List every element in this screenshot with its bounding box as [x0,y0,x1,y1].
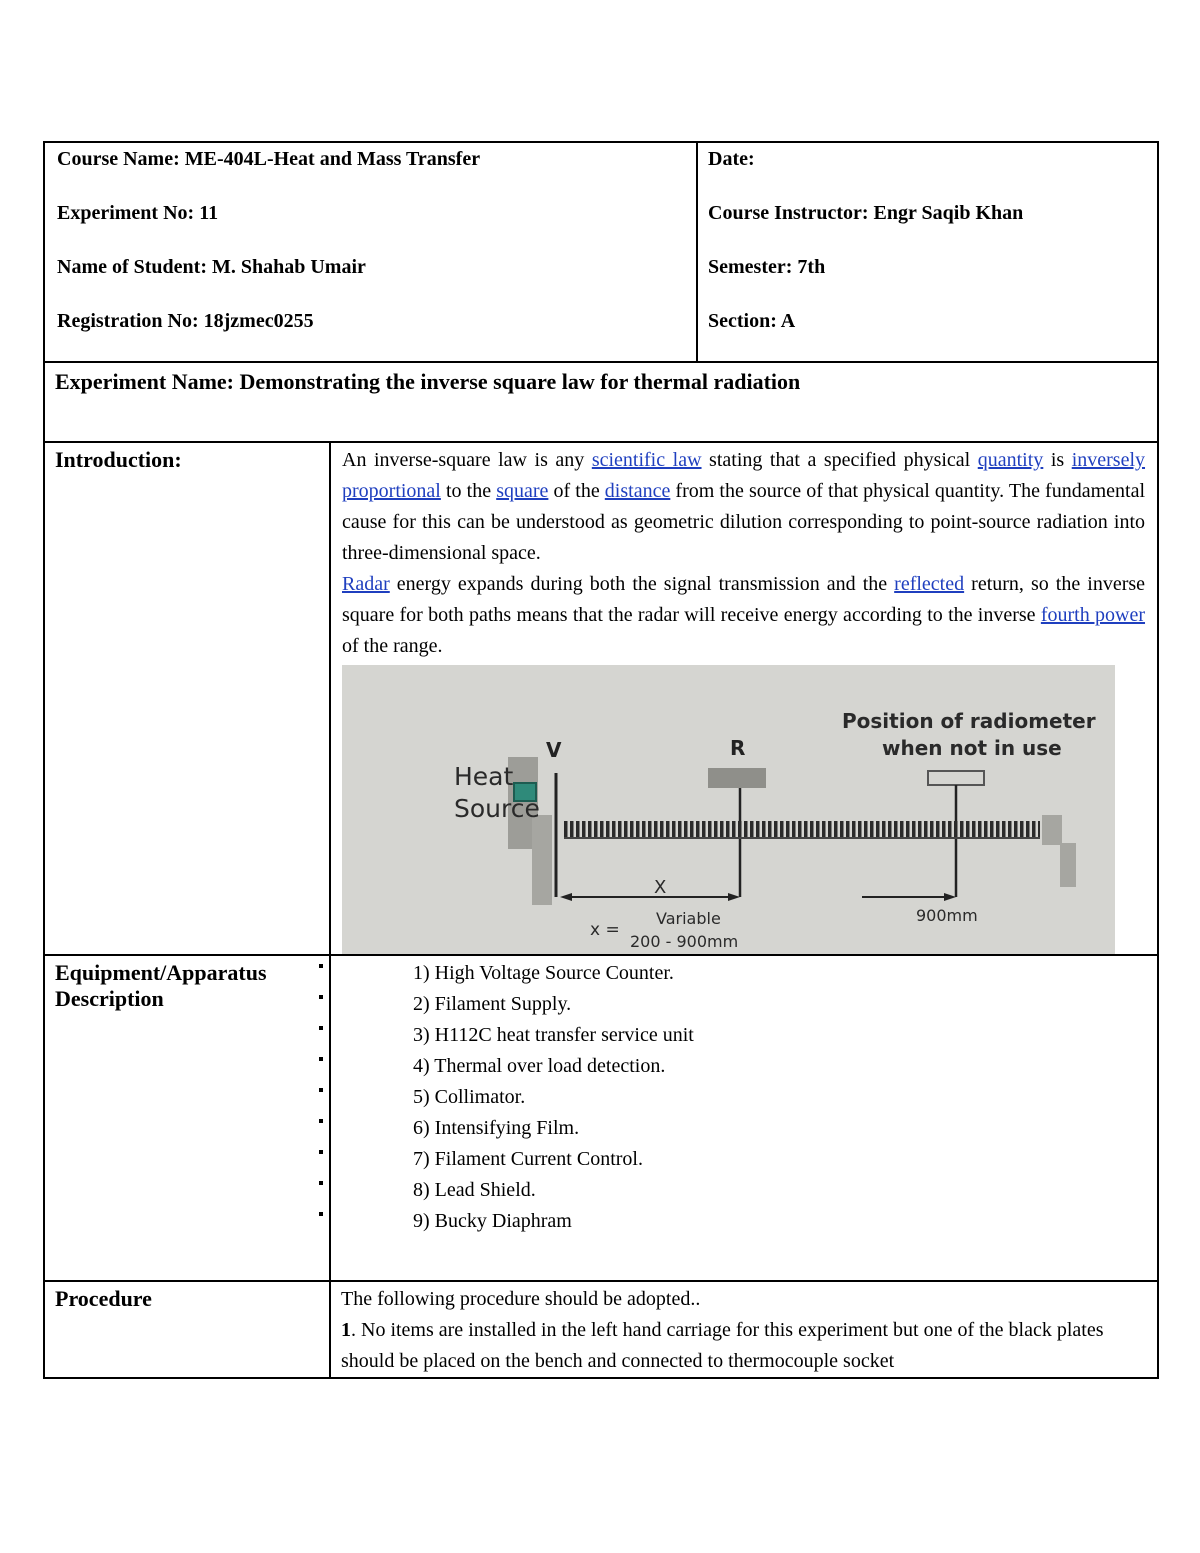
heat-source-stand [532,815,552,905]
list-item: 2) Filament Supply. [413,993,572,1015]
bullet-column [319,964,323,1243]
heat-source-label-1: Heat [454,762,514,791]
list-item: 4) Thermal over load detection. [413,1055,666,1077]
step-number: 1 [341,1319,351,1341]
list-item: 1) High Voltage Source Counter. [413,962,674,984]
radiometer-position-line-1: Position of radiometer [842,709,1096,733]
introduction-row [44,442,1158,955]
bullet-icon [319,1057,323,1061]
intro-text: of the [548,480,605,502]
lab-report-sheet [43,141,1157,1379]
procedure-intro: The following procedure should be adopted.. [341,1288,701,1310]
link-square[interactable]: square [496,480,549,502]
link-scientific-law[interactable]: scientific law [591,449,702,471]
equipment-list-cell [330,955,1158,1281]
header-row [44,142,1158,362]
link-inversely-proportional[interactable]: inversely proportional [342,449,1146,502]
registration-no: Registration No: 18jzmec0255 [57,310,314,332]
list-item: 9) Bucky Diaphram [413,1210,572,1232]
section: Section: A [708,310,796,332]
introduction-paragraph-2 [342,569,1145,662]
intro-text: from the source of that physical quantity. The fundamental cause for this can be understood as geometric dilution corresponding to point-source radiation into three-dimensional space. [342,480,1146,564]
bench-end-leg [1060,843,1076,887]
radiometer-head [708,768,766,788]
bullet-icon [319,1088,323,1092]
procedure-body [330,1281,1158,1378]
bullet-icon [319,1150,323,1154]
procedure-row [44,1281,1158,1378]
link-reflected[interactable]: reflected [894,573,965,595]
bullet-icon [319,1181,323,1185]
course-instructor: Course Instructor: Engr Saqib Khan [708,202,1024,224]
bullet-icon [319,1026,323,1030]
heat-source-label-2: Source [454,794,540,823]
intro-text: energy expands during both the signal transmission and the [389,573,895,595]
intro-text: stating that a specified physical [701,449,978,471]
bench-end-stop [1042,815,1062,845]
experiment-name: Experiment Name: Demonstrating the inverse square law for thermal radiation [44,362,1158,442]
x-equals-label: x = [590,920,620,940]
list-item: 5) Collimator. [413,1086,526,1108]
link-radar[interactable]: Radar [342,573,390,595]
introduction-body [330,442,1158,955]
bullet-icon [319,995,323,999]
intro-text: is [1043,449,1072,471]
range-label: 200 - 900mm [630,932,739,951]
link-fourth-power[interactable]: fourth power [1040,604,1146,626]
intro-text: return, so the inverse square for both paths means that the radar will receive energy according to the inverse [342,573,1146,626]
bullet-icon [319,964,323,968]
step-text: . No items are installed in the left hand carriage for this experiment but one of the black plates should be placed on the bench and connected to thermocouple socket [341,1319,1104,1372]
experiment-name-row [44,362,1158,442]
header-left-cell [44,142,697,362]
r-label: R [730,736,746,760]
v-label: V [546,738,562,762]
semester: Semester: 7th [708,256,826,278]
header-right-cell [697,142,1158,362]
intro-text: An inverse-square law is any [342,449,592,471]
date: Date: [708,148,755,170]
list-item: 3) H112C heat transfer service unit [413,1024,694,1046]
link-distance[interactable]: distance [604,480,671,502]
list-item: 8) Lead Shield. [413,1179,536,1201]
inverse-square-apparatus-figure [342,665,1115,954]
procedure-step-1 [341,1315,1147,1377]
introduction-paragraph-1 [342,445,1145,569]
bullet-icon [319,1212,323,1216]
list-item: 7) Filament Current Control. [413,1148,643,1170]
link-quantity[interactable]: quantity [977,449,1044,471]
intro-text: to the [440,480,497,502]
bullet-icon [319,1119,323,1123]
equipment-label: Equipment/Apparatus Description [44,955,330,1281]
equipment-list [341,958,1147,1237]
procedure-label: Procedure [44,1281,330,1378]
experiment-no: Experiment No: 11 [57,202,219,224]
introduction-label: Introduction: [44,442,330,955]
radiometer-position-line-2: when not in use [882,736,1062,760]
report-table [43,141,1159,1379]
list-item: 6) Intensifying Film. [413,1117,580,1139]
equipment-row [44,955,1158,1281]
course-name: Course Name: ME-404L-Heat and Mass Transfer [57,148,481,170]
x-label: X [654,877,667,898]
bench-scale [564,821,1040,837]
variable-label: Variable [656,909,721,928]
distance-label: 900mm [916,906,978,925]
student-name: Name of Student: M. Shahab Umair [57,256,366,278]
intro-text: of the range. [342,635,443,657]
